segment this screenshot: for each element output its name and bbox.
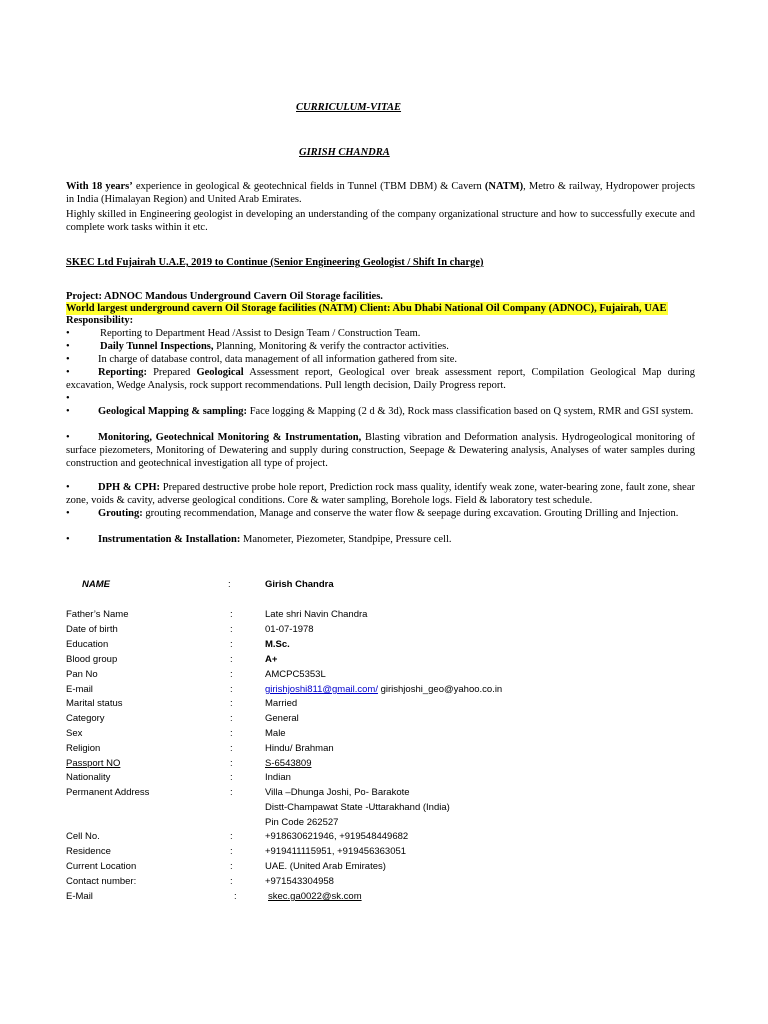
cv-title: CURRICULUM-VITAE xyxy=(296,102,402,113)
detail-label: Current Location xyxy=(66,861,137,872)
bullet-text: Face logging & Mapping (2 d & 3d), Rock mass classification based on Q system, RMR and GSI system. xyxy=(247,406,694,417)
bullet-item xyxy=(66,533,695,546)
intro-text-2: , Metro & railway, Hydropower projects in India (Himalayan Region) and United Arab Emirates. xyxy=(66,181,696,205)
colon: : xyxy=(230,684,233,695)
bullet-icon: • xyxy=(66,432,70,443)
intro-natm: (NATM) xyxy=(484,181,524,192)
name-title: GIRISH CHANDRA xyxy=(299,147,390,158)
email-values xyxy=(265,684,502,696)
detail-label: Passport NO xyxy=(66,758,121,769)
detail-label: Contact number: xyxy=(66,876,137,887)
detail-value: Villa –Dhunga Joshi, Po- Barakote xyxy=(265,787,410,798)
project-title: Project: ADNOC Mandous Underground Cavern Oil Storage facilities. xyxy=(66,291,383,302)
detail-label: Category xyxy=(66,713,105,724)
bullet-text: Blasting vibration and Deformation analysis. Hydrogeological monitoring of surface piezometers, Monitoring of Dewatering and supply during construction, Seepage & Dewatering analysis, Analyses of water samples during construction and geotechnical investigation all type of project. xyxy=(66,432,696,469)
bullet-item xyxy=(66,405,695,418)
colon: : xyxy=(234,891,237,902)
detail-label: E-mail xyxy=(66,684,93,695)
email-link[interactable]: girishjoshi811@gmail.com/ xyxy=(265,684,378,695)
bullet-bold: Grouting: xyxy=(98,508,143,519)
intro-paragraph-2: Highly skilled in Engineering geologist in developing an understanding of the company organizational structure and how to successfully execute and complete work tasks within it etc. xyxy=(66,209,695,233)
bullet-item xyxy=(66,481,695,507)
colon: : xyxy=(228,579,231,590)
colon: : xyxy=(230,772,233,783)
bullet-text: In charge of database control, data management of all information gathered from site. xyxy=(98,354,457,365)
detail-label: Cell No. xyxy=(66,831,100,842)
detail-value: S-6543809 xyxy=(265,758,312,769)
bullet-bold: Geological xyxy=(196,367,244,378)
bullet-empty xyxy=(66,392,70,405)
bullet-bold: Daily Tunnel Inspections, xyxy=(100,341,214,352)
bullet-icon: • xyxy=(66,341,70,352)
colon: : xyxy=(230,831,233,842)
bullet-icon: • xyxy=(66,534,70,545)
project-highlight: World largest underground cavern Oil Storage facilities (NATM) Client: Abu Dhabi National Oil Company (ADNOC), Fujairah, UAE xyxy=(66,303,667,314)
detail-label: Sex xyxy=(66,728,83,739)
detail-value: UAE. (United Arab Emirates) xyxy=(265,861,386,872)
bullet-icon: • xyxy=(66,393,70,404)
bullet-text: Reporting to Department Head /Assist to Design Team / Construction Team. xyxy=(100,328,421,339)
colon: : xyxy=(230,876,233,887)
name-value: Girish Chandra xyxy=(265,579,334,590)
detail-value: AMCPC5353L xyxy=(265,669,326,680)
colon: : xyxy=(230,624,233,635)
bullet-item xyxy=(66,353,695,366)
bullet-icon: • xyxy=(66,328,70,339)
colon: : xyxy=(230,846,233,857)
detail-value: +971543304958 xyxy=(265,876,334,887)
intro-paragraph-1 xyxy=(66,180,695,206)
detail-label: Marital status xyxy=(66,698,123,709)
bullet-item xyxy=(66,327,695,340)
bullet-text: grouting recommendation, Manage and conserve the water flow & seepage during excavation. Grouting Drilling and Injection. xyxy=(142,508,679,519)
bullet-bold: Geological Mapping & sampling: xyxy=(98,406,248,417)
intro-years: With 18 years’ xyxy=(66,181,133,192)
bullet-item xyxy=(66,366,695,392)
detail-label: Nationality xyxy=(66,772,111,783)
responsibility-label: Responsibility: xyxy=(66,315,134,326)
detail-value: Indian xyxy=(265,772,291,783)
colon: : xyxy=(230,787,233,798)
detail-label: Permanent Address xyxy=(66,787,150,798)
detail-label: E-Mail xyxy=(66,891,93,902)
detail-value: Distt-Champawat State -Uttarakhand (India) xyxy=(265,802,450,813)
name-label: NAME xyxy=(82,579,110,590)
colon: : xyxy=(230,698,233,709)
detail-value: +919411115951, +919456363051 xyxy=(265,846,407,857)
detail-value: General xyxy=(265,713,299,724)
bullet-icon: • xyxy=(66,482,70,493)
bullet-item xyxy=(66,431,695,470)
bullet-text: Prepared xyxy=(147,367,197,378)
bullet-item xyxy=(66,340,695,353)
employment-heading: SKEC Ltd Fujairah U.A.E, 2019 to Continue (Senior Engineering Geologist / Shift In charge) xyxy=(66,257,484,268)
detail-value: skec.ga0022@sk.com xyxy=(268,891,362,902)
colon: : xyxy=(230,728,233,739)
detail-value: M.Sc. xyxy=(265,639,290,650)
detail-value: +918630621946, +919548449682 xyxy=(265,831,409,842)
colon: : xyxy=(230,713,233,724)
bullet-text: Manometer, Piezometer, Standpipe, Pressure cell. xyxy=(240,534,452,545)
colon: : xyxy=(230,654,233,665)
detail-value: 01-07-1978 xyxy=(265,624,314,635)
bullet-item xyxy=(66,507,695,520)
detail-value: Pin Code 262527 xyxy=(265,817,339,828)
detail-label: Education xyxy=(66,639,109,650)
bullet-text: Prepared destructive probe hole report, Prediction rock mass quality, identify weak zone, water-bearing zone, fault zone, shear zone, voids & cavity, adverse geological conditions. Core & water sampling, Borehole logs. Field & laboratory test schedule. xyxy=(66,482,695,506)
detail-label: Religion xyxy=(66,743,101,754)
bullet-bold: Reporting: xyxy=(98,367,147,378)
colon: : xyxy=(230,669,233,680)
detail-label: Pan No xyxy=(66,669,98,680)
bullet-icon: • xyxy=(66,354,70,365)
bullet-bold: Monitoring, Geotechnical Monitoring & Instrumentation, xyxy=(98,432,362,443)
colon: : xyxy=(230,639,233,650)
detail-value: Male xyxy=(265,728,286,739)
colon: : xyxy=(230,861,233,872)
bullet-icon: • xyxy=(66,508,70,519)
email-secondary: girishjoshi_geo@yahoo.co.in xyxy=(377,684,503,695)
detail-value: Married xyxy=(265,698,298,709)
colon: : xyxy=(230,743,233,754)
detail-label: Father’s Name xyxy=(66,609,129,620)
colon: : xyxy=(230,609,233,620)
detail-value: Late shri Navin Chandra xyxy=(265,609,368,620)
detail-label: Residence xyxy=(66,846,111,857)
detail-value: Hindu/ Brahman xyxy=(265,743,334,754)
detail-label: Date of birth xyxy=(66,624,118,635)
intro-text-1: experience in geological & geotechnical fields in Tunnel (TBM DBM) & Cavern xyxy=(132,181,485,192)
colon: : xyxy=(230,758,233,769)
bullet-bold: DPH & CPH: xyxy=(98,482,161,493)
detail-label: Blood group xyxy=(66,654,118,665)
bullet-bold: Instrumentation & Installation: xyxy=(98,534,241,545)
detail-value: A+ xyxy=(265,654,278,665)
bullet-icon: • xyxy=(66,367,70,378)
bullet-text: Planning, Monitoring & verify the contractor activities. xyxy=(213,341,449,352)
bullet-icon: • xyxy=(66,406,70,417)
bullet-text: Assessment report, Geological over break assessment report, Compilation Geological Map during excavation, Wedge Analysis, rock support recommendations. Pull length decision, Daily Progress report. xyxy=(66,367,695,391)
